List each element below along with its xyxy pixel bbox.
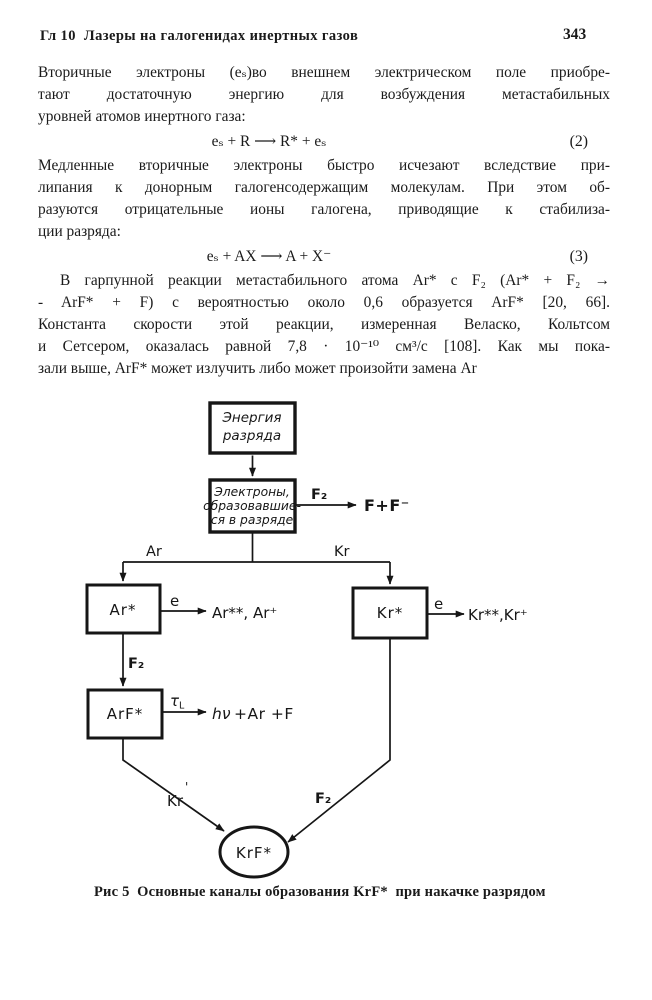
label-e-right: e bbox=[434, 595, 444, 613]
label-ar-branch: Ar bbox=[146, 544, 162, 560]
paragraph-line: В гарпунной реакции метастабильного атома Ar* с F₂ (Ar* + F₂ → bbox=[60, 272, 610, 289]
box-arf-label: ArF* bbox=[106, 705, 144, 723]
paragraph-line: - ArF* + F) с вероятностью около 0,6 образуется ArF* [20, 66]. bbox=[38, 294, 610, 311]
label-kr-diagonal: Kr bbox=[167, 792, 184, 810]
figure-caption: Рис 5 Основные каналы образования KrF* при накачке разрядом bbox=[94, 884, 546, 900]
box-energy-label-line2: разряда bbox=[222, 428, 282, 444]
paragraph-line: тают достаточную энергию для возбуждения метастабильных bbox=[38, 86, 610, 103]
page-number: 343 bbox=[563, 26, 587, 43]
product-ar-ions: Ar**, Ar⁺ bbox=[212, 604, 278, 622]
arrow-arf-to-krf bbox=[123, 739, 224, 831]
paragraph-line: ции разряда: bbox=[38, 223, 121, 240]
arrow-kr-to-krf bbox=[288, 639, 390, 842]
equation-2-formula: eₛ + R ⟶ R* + eₛ bbox=[211, 133, 327, 150]
product-f-plus-f-minus: F+F⁻ bbox=[364, 496, 410, 515]
product-kr-ions: Kr**,Kr⁺ bbox=[468, 606, 528, 624]
box-electrons-label-line1: Электроны, bbox=[214, 485, 290, 499]
product-hv-rest: +Ar +F bbox=[234, 705, 294, 723]
equation-3-formula: eₛ + AX ⟶ A + X⁻ bbox=[206, 248, 332, 265]
paragraph-line: липания к донорным галогенсодержащим молекулам. При этом об- bbox=[38, 179, 610, 196]
box-ar-label: Ar* bbox=[109, 601, 137, 619]
label-tau-l bbox=[170, 692, 185, 712]
label-e-left: e bbox=[170, 592, 180, 610]
label-kr-branch: Kr bbox=[334, 544, 350, 560]
node-krf-label: KrF* bbox=[235, 844, 273, 862]
paragraph-line: уровней атомов инертного газа: bbox=[38, 108, 246, 125]
box-kr-label: Kr* bbox=[376, 604, 404, 622]
box-electrons-label-line3: ся в разряде bbox=[210, 513, 294, 527]
equation-2-number: (2) bbox=[569, 133, 588, 150]
paragraph-line: Медленные вторичные электроны быстро исчезают вследствие при- bbox=[38, 157, 610, 174]
tau-symbol: τ bbox=[170, 692, 180, 710]
label-kr-prime: ' bbox=[185, 780, 189, 794]
tau-subscript: L bbox=[179, 700, 185, 712]
paragraph-line: Вторичные электроны (eₛ)во внешнем электрическом поле приобре- bbox=[38, 64, 610, 81]
label-f2-top: F₂ bbox=[311, 487, 328, 503]
box-electrons-label-line2: образовавшие- bbox=[203, 499, 301, 513]
label-f2-left: F₂ bbox=[128, 656, 145, 672]
paragraph-line: зали выше, ArF* может излучить либо может произойти замена Ar bbox=[38, 360, 477, 377]
box-energy-label-line1: Энергия bbox=[222, 410, 282, 426]
paragraph-line: Константа скорости этой реакции, измеренная Веласко, Кольтсом bbox=[38, 316, 610, 333]
equation-3-number: (3) bbox=[569, 248, 588, 265]
label-f2-diagonal: F₂ bbox=[315, 791, 332, 807]
paragraph-line: и Сетсером, оказалась равной 7,8 · 10⁻¹⁰ см³/с [108]. Как мы пока- bbox=[38, 338, 610, 355]
product-hv: hν bbox=[212, 705, 231, 723]
paragraph-line: разуются отрицательные ионы галогена, приводящие к стабилиза- bbox=[38, 201, 610, 218]
chapter-title: Гл 10 Лазеры на галогенидах инертных газов bbox=[40, 28, 359, 44]
